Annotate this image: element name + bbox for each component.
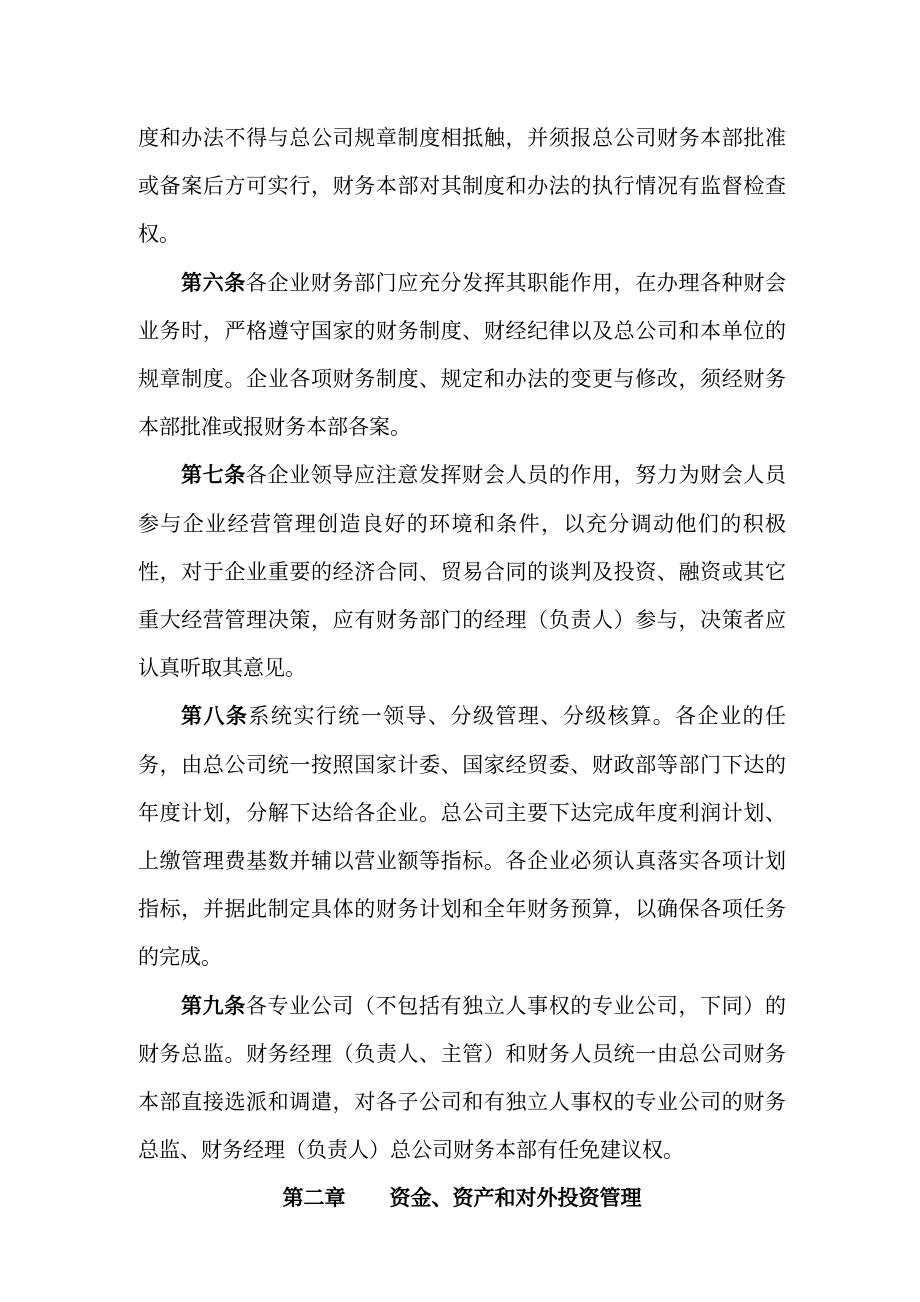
article-6-text: 各企业财务部门应充分发挥其职能作用，在办理各种财会业务时，严格遵守国家的财务制度、财经纪律以及总公司和本单位的规章制度。企业各项财务制度、规定和办法的变更与修改，须经财务本部批准或报财务本部各案。 xyxy=(138,270,786,440)
article-9-paragraph xyxy=(138,982,786,1175)
chapter-number: 第二章 xyxy=(282,1185,346,1211)
article-8-text: 系统实行统一领导、分级管理、分级核算。各企业的任务，由总公司统一按照国家计委、国家经贸委、财政部等部门下达的年度计划，分解下达给各企业。总公司主要下达完成年度利润计划、上缴管理费基数并辅以营业额等指标。各企业必须认真落实各项计划指标，并据此制定具体的财务计划和全年财务预算，以确保各项任务的完成。 xyxy=(138,704,787,970)
article-7-label: 第七条 xyxy=(181,462,246,488)
paragraph-text: 度和办法不得与总公司规章制度相抵触，并须报总公司财务本部批准或备案后方可实行，财务本部对其制度和办法的执行情况有监督检查权。 xyxy=(138,126,786,247)
chapter-title: 资金、资产和对外投资管理 xyxy=(389,1185,642,1211)
article-9-label: 第九条 xyxy=(181,992,246,1018)
article-8-label: 第八条 xyxy=(181,703,249,729)
article-6-label: 第六条 xyxy=(181,269,246,295)
chapter-heading xyxy=(138,1174,786,1222)
paragraph-continuation xyxy=(138,114,786,259)
article-9-text: 各专业公司（不包括有独立人事权的专业公司，下同）的财务总监。财务经理（负责人、主管）和财务人员统一由总公司财务本部直接选派和调遣，对各子公司和有独立人事权的专业公司的财务总监、财务经理（负责人）总公司财务本部有任免建议权。 xyxy=(138,993,786,1163)
article-7-paragraph xyxy=(138,451,786,692)
article-6-paragraph xyxy=(138,259,786,452)
article-8-paragraph xyxy=(138,692,786,981)
document-body xyxy=(138,114,786,1223)
article-7-text: 各企业领导应注意发挥财会人员的作用，努力为财会人员参与企业经营管理创造良好的环境和条件，以充分调动他们的积极性，对于企业重要的经济合同、贸易合同的谈判及投资、融资或其它重大经营管理决策，应有财务部门的经理（负责人）参与，决策者应认真听取其意见。 xyxy=(138,463,786,681)
